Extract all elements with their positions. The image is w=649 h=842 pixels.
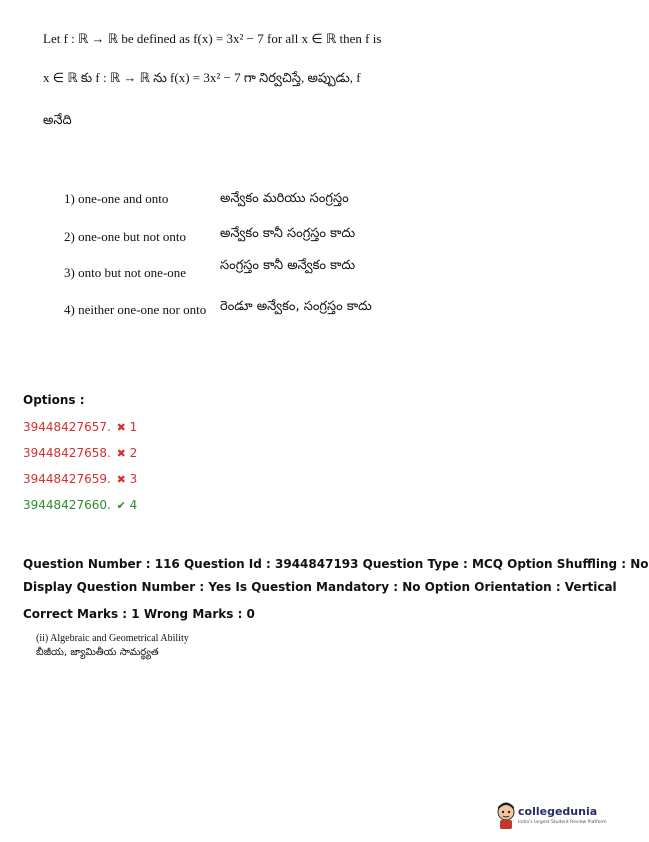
option-id: 39448427660. bbox=[23, 498, 111, 512]
check-icon: ✔ bbox=[116, 499, 126, 512]
question-telugu-line2: అనేది bbox=[43, 113, 72, 128]
cross-icon: ✖ bbox=[116, 447, 126, 460]
choice-4-english: 4) neither one-one nor onto bbox=[64, 302, 207, 317]
option-row-1 bbox=[23, 420, 137, 434]
cross-icon: ✖ bbox=[116, 473, 126, 486]
question-meta-line3: Correct Marks : 1 Wrong Marks : 0 bbox=[23, 607, 255, 621]
option-id: 39448427659. bbox=[23, 472, 111, 486]
choice-2-telugu: అన్వేకం కానీ సంగ్రస్తం కాదు bbox=[220, 226, 356, 241]
option-id: 39448427658. bbox=[23, 446, 111, 460]
section-title-english: (ii) Algebraic and Geometrical Ability bbox=[36, 633, 189, 644]
option-label: 2 bbox=[129, 446, 138, 460]
choice-3-english: 3) onto but not one-one bbox=[64, 265, 187, 280]
mascot-icon bbox=[496, 802, 516, 830]
option-row-4 bbox=[23, 498, 137, 512]
logo-tagline: India's largest Student Review Platform bbox=[518, 820, 607, 825]
choice-1-telugu: అన్వేకం మరియు సంగ్రస్తం bbox=[220, 191, 349, 206]
option-row-3 bbox=[23, 472, 137, 486]
choice-4-telugu: రెండూ అన్వేకం, సంగ్రస్తం కాదు bbox=[220, 299, 372, 314]
option-id: 39448427657. bbox=[23, 420, 111, 434]
option-row-2 bbox=[23, 446, 137, 460]
options-heading: Options : bbox=[23, 393, 85, 407]
choice-3-telugu: సంగ్రస్తం కానీ అన్వేకం కాదు bbox=[220, 258, 356, 273]
choice-2-english: 2) one-one but not onto bbox=[64, 229, 187, 244]
option-label: 3 bbox=[129, 472, 138, 486]
logo-brand: collegedunia bbox=[518, 805, 598, 818]
collegedunia-logo bbox=[496, 802, 607, 832]
cross-icon: ✖ bbox=[116, 421, 126, 434]
option-label: 4 bbox=[129, 498, 138, 512]
section-title-telugu: బీజీయ, జ్యామితీయ సామర్థ్యత bbox=[36, 647, 159, 658]
question-meta-line2: Display Question Number : Yes Is Question Mandatory : No Option Orientation : Vertical bbox=[23, 580, 617, 594]
question-english: Let f : ℝ → ℝ be defined as f(x) = 3x² − 7 for all x ∈ ℝ then f is bbox=[43, 31, 382, 46]
choice-1-english: 1) one-one and onto bbox=[64, 191, 169, 206]
question-meta-line1: Question Number : 116 Question Id : 3944847193 Question Type : MCQ Option Shuffling : No bbox=[23, 557, 649, 571]
option-label: 1 bbox=[129, 420, 138, 434]
question-telugu-line1: x ∈ ℝ కు f : ℝ → ℝ ను f(x) = 3x² − 7 గా నిర్వచిస్తే, అప్పుడు, f bbox=[43, 70, 361, 85]
